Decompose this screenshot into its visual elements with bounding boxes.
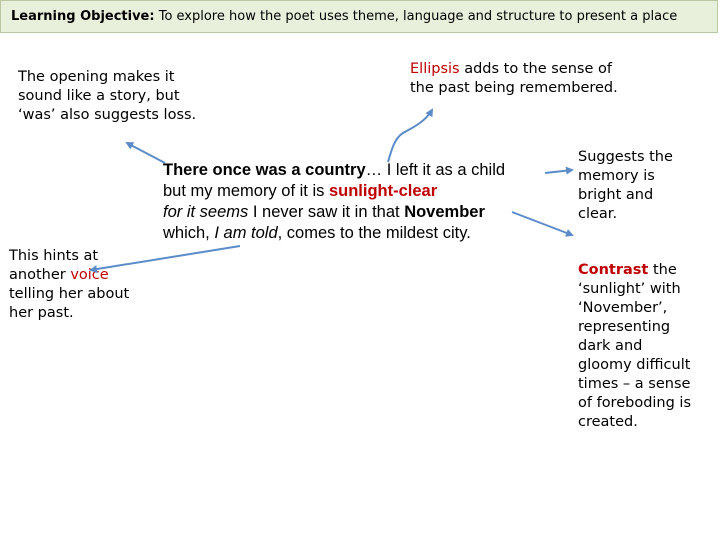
arrow-to-opening-note [127,143,165,163]
contrast-keyword: Contrast [578,262,649,278]
ellipsis-line-2: the past being remembered. [410,80,618,96]
arrow-to-contrast-note [512,212,572,235]
poem-bold-text: There once was a country [163,161,366,179]
objective-text: To explore how the poet uses theme, language and structure to present a place [154,9,678,24]
poem-italic-text: I am told [214,224,278,242]
ellipsis-text: adds to the sense of [459,61,612,77]
contrast-line: ‘sunlight’ with [578,281,681,297]
opening-line: ‘was’ also suggests loss. [18,107,197,123]
contrast-line: gloomy difficult [578,357,691,373]
memory-line: bright and [578,187,654,203]
poem-text: which, [163,224,215,242]
contrast-line: times – a sense [578,376,691,392]
contrast-line: dark and [578,338,643,354]
voice-line: This hints at [9,248,99,264]
arrow-to-voice-note [91,246,240,270]
voice-line: her past. [9,305,74,321]
contrast-line: created. [578,414,638,430]
voice-keyword: voice [70,267,109,283]
objective-label: Learning Objective: [11,9,155,24]
poem-text: , comes to the mildest city. [277,224,471,242]
contrast-line: representing [578,319,671,335]
opening-line: The opening makes it [18,69,175,85]
voice-line: telling her about [9,286,130,302]
poem-text: … I left it as a child [365,161,506,179]
ellipsis-keyword: Ellipsis [410,61,460,77]
poem-italic-text: for it seems [163,203,249,221]
poem-text: but my memory of it is [163,182,329,200]
memory-line: clear. [578,206,618,222]
arrow-to-ellipsis-note [388,110,432,162]
voice-text: another [9,267,71,283]
arrow-to-memory-note [545,170,572,173]
memory-line: Suggests the [578,149,673,165]
contrast-text: the [648,262,677,278]
contrast-line: ‘November’, [578,300,668,316]
memory-line: memory is [578,168,655,184]
poem-text: I never saw it in that [248,203,405,221]
poem-highlight: sunlight-clear [328,182,438,200]
poem-bold-text: November [404,203,485,221]
contrast-line: of foreboding is [578,395,692,411]
opening-line: sound like a story, but [18,88,180,104]
